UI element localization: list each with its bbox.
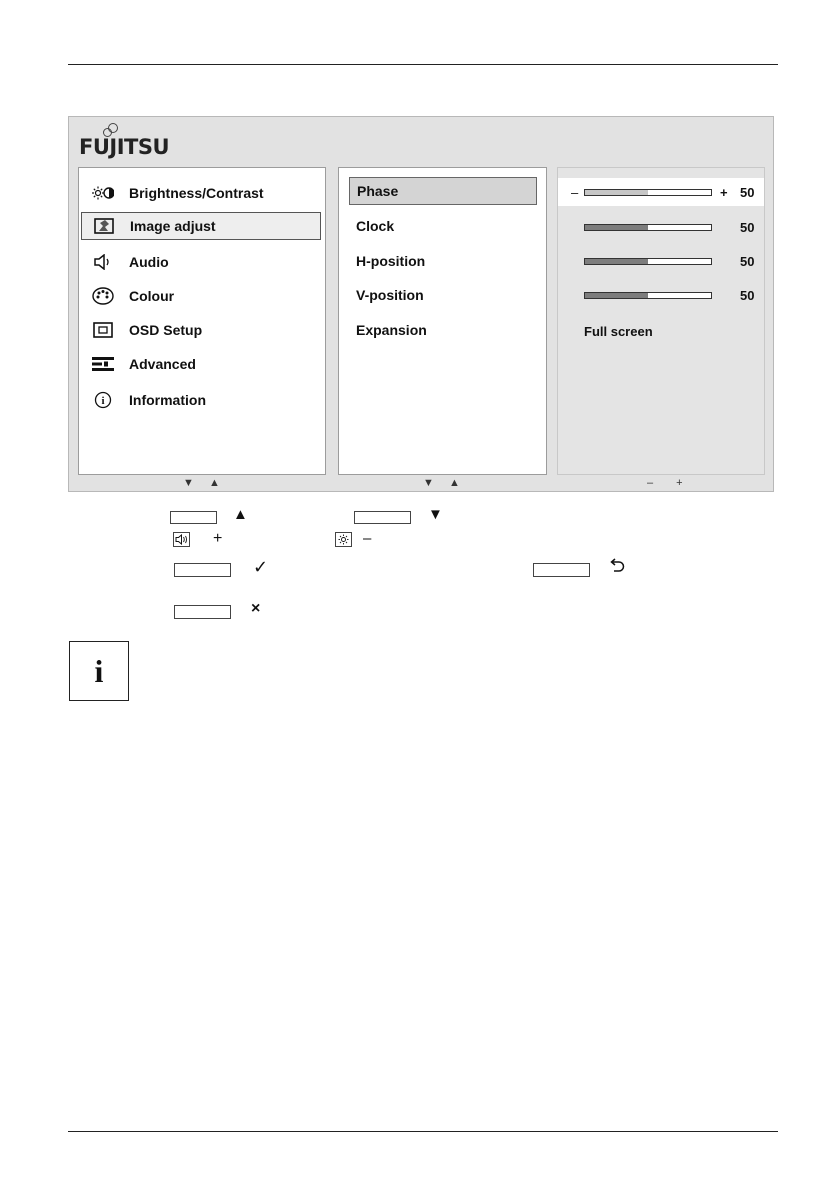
submenu-item-v-position[interactable] (349, 281, 537, 309)
submenu-panel (338, 167, 547, 475)
v-position-value-row[interactable] (558, 281, 764, 309)
minus-icon: – (363, 530, 372, 547)
h-position-value: 50 (740, 253, 755, 269)
value-panel (557, 167, 765, 475)
slider-fill (585, 190, 648, 195)
svg-text:i: i (101, 395, 105, 407)
close-icon: × (251, 600, 261, 617)
plus-icon: + (213, 530, 223, 547)
header-rule (68, 64, 778, 65)
clock-slider[interactable] (584, 224, 712, 231)
volume-key-icon (173, 532, 190, 547)
submenu-item-clock[interactable] (349, 212, 537, 240)
expansion-value: Full screen (584, 323, 653, 339)
image-adjust-icon (92, 217, 116, 235)
menu-item-information[interactable] (81, 386, 321, 414)
down-key (354, 511, 411, 524)
v-position-value: 50 (740, 287, 755, 303)
menu-item-osd-setup[interactable] (81, 316, 321, 344)
menu-item-brightness-contrast[interactable] (81, 179, 321, 207)
slider-fill (585, 293, 648, 298)
menu-item-label: Information (129, 392, 206, 408)
submenu-item-label: Clock (356, 218, 395, 234)
submenu-item-label: H-position (356, 253, 426, 269)
col1-nav-arrows: ▼ ▲ (183, 477, 226, 489)
footer-rule (68, 1131, 778, 1132)
col3-nav-arrows: – + (647, 477, 693, 489)
checkmark-icon: ✓ (253, 557, 269, 577)
phase-slider[interactable] (584, 189, 712, 196)
menu-item-label: OSD Setup (129, 322, 203, 338)
menu-item-audio[interactable] (81, 248, 321, 276)
info-note-icon (69, 641, 129, 701)
down-arrow-icon: ▼ (428, 506, 443, 523)
info-icon (91, 391, 115, 409)
v-position-slider[interactable] (584, 292, 712, 299)
brightness-contrast-icon (91, 184, 115, 202)
slider-fill (585, 225, 648, 230)
menu-item-label: Audio (129, 254, 169, 270)
phase-value: 50 (740, 184, 755, 200)
submenu-item-h-position[interactable] (349, 247, 537, 275)
brand-wordmark: FUJITSU (79, 135, 170, 159)
decrease-label: – (571, 184, 579, 200)
submenu-item-label: Phase (357, 183, 399, 199)
info-glyph: i (94, 652, 104, 689)
brightness-key-icon (335, 532, 352, 547)
osd-setup-icon (91, 321, 115, 339)
ok-key (174, 563, 231, 577)
h-position-value-row[interactable] (558, 247, 764, 275)
return-arrow-icon (608, 558, 626, 581)
clock-value-row[interactable] (558, 213, 764, 241)
up-arrow-icon: ▲ (233, 506, 248, 523)
menu-item-label: Colour (129, 288, 175, 304)
col2-nav-arrows: ▼ ▲ (423, 477, 466, 489)
menu-item-label: Brightness/Contrast (129, 185, 264, 201)
clock-value: 50 (740, 219, 755, 235)
menu-item-advanced[interactable] (81, 350, 321, 378)
menu-item-label: Advanced (129, 356, 196, 372)
sliders-icon (91, 355, 115, 373)
expansion-value-row[interactable] (558, 317, 764, 345)
menu-item-label: Image adjust (130, 218, 216, 234)
speaker-icon (91, 253, 115, 271)
close-key (174, 605, 231, 619)
phase-value-row[interactable] (558, 178, 764, 206)
up-key (170, 511, 217, 524)
main-menu-panel (78, 167, 326, 475)
slider-fill (585, 259, 648, 264)
menu-item-colour[interactable] (81, 282, 321, 310)
palette-icon (91, 287, 115, 305)
submenu-item-expansion[interactable] (349, 316, 537, 344)
submenu-item-phase[interactable] (349, 177, 537, 205)
osd-menu-screenshot (68, 116, 774, 492)
h-position-slider[interactable] (584, 258, 712, 265)
submenu-item-label: Expansion (356, 322, 427, 338)
increase-label: + (720, 184, 728, 200)
back-key (533, 563, 590, 577)
menu-item-image-adjust[interactable] (81, 212, 321, 240)
submenu-item-label: V-position (356, 287, 424, 303)
